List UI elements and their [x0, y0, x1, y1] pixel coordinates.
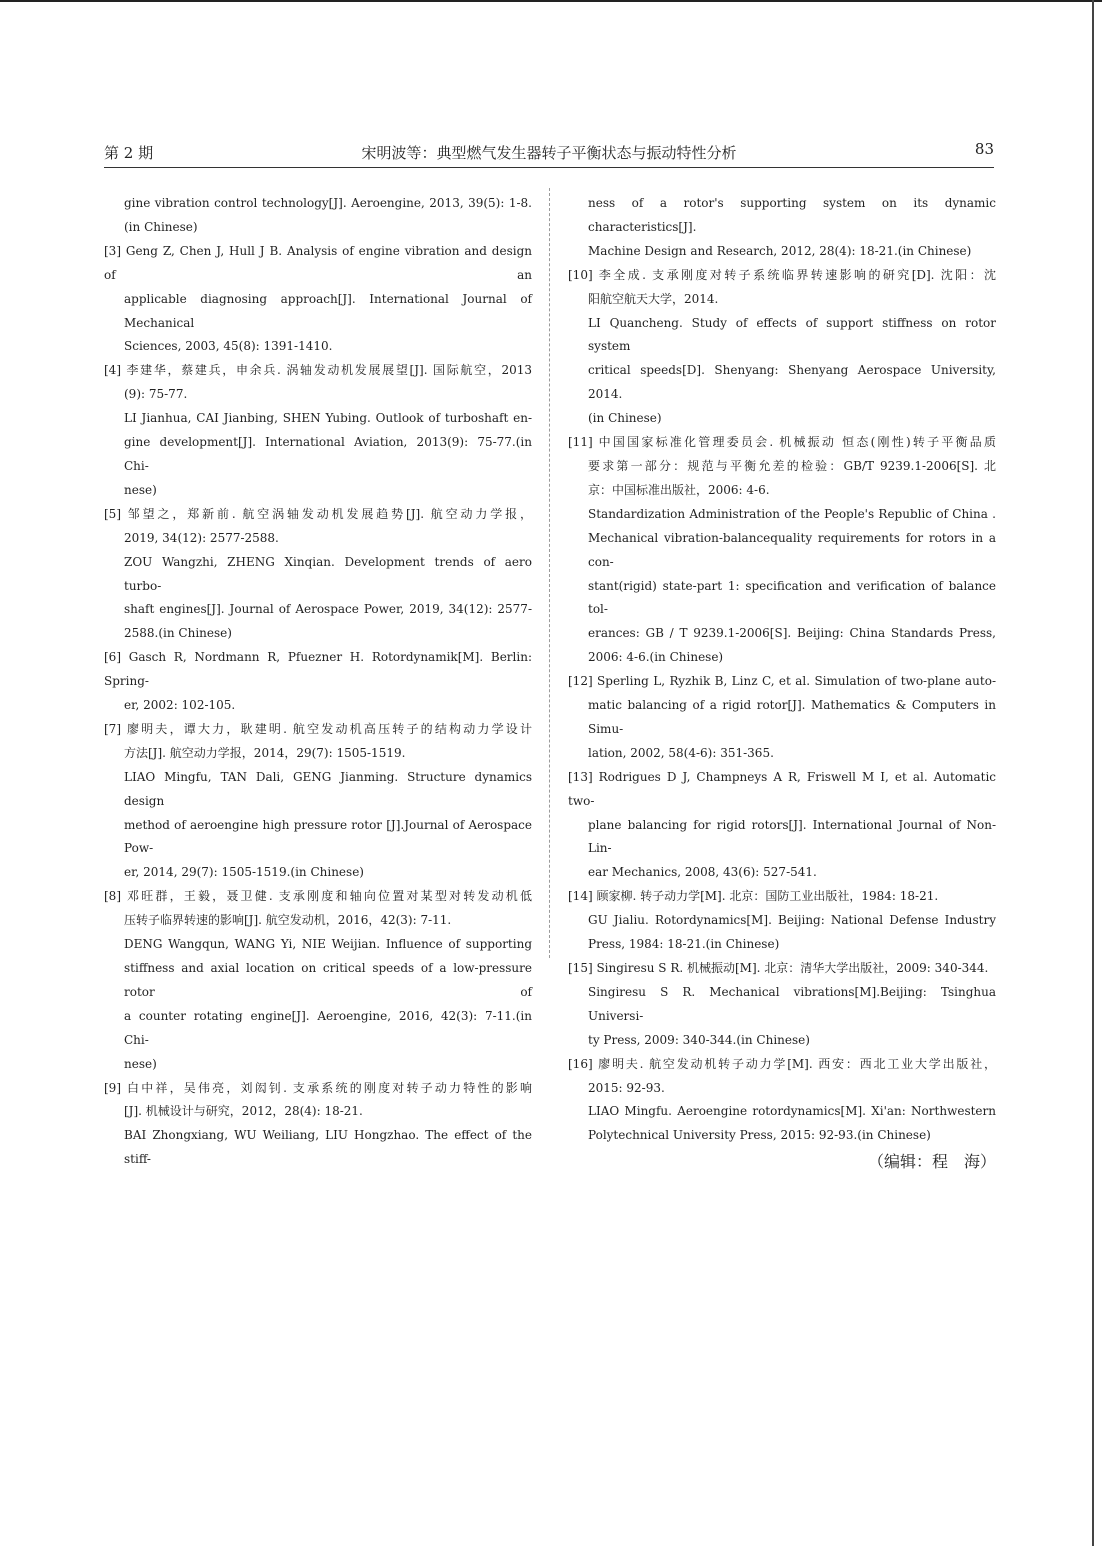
reference-line: 压转子临界转速的影响[J]. 航空发动机，2016，42(3): 7-11.	[124, 913, 452, 928]
reference-entry	[568, 192, 996, 264]
reference-line: [J]. 机械设计与研究，2012，28(4): 18-21.	[124, 1104, 363, 1119]
reference-entry	[568, 766, 996, 886]
reference-line: (9): 75-77.	[124, 387, 188, 402]
reference-line: Machine Design and Research, 2012, 28(4): 18-21.(in Chinese)	[588, 243, 972, 258]
reference-line: BAI Zhongxiang, WU Weiliang, LIU Hongzhao. The effect of the stiff-	[124, 1128, 532, 1167]
reference-line: shaft engines[J]. Journal of Aerospace Power, 2019, 34(12): 2577-	[124, 602, 532, 617]
reference-entry	[104, 718, 532, 885]
reference-line: [11] 中国国家标准化管理委员会. 机械振动 恒态(刚性)转子平衡品质	[568, 435, 996, 450]
reference-line: ness of a rotor's supporting system on its dynamic characteristics[J].	[588, 196, 996, 234]
reference-line: erances: GB / T 9239.1-2006[S]. Beijing: China Standards Press,	[588, 626, 996, 641]
reference-line: Singiresu S R. Mechanical vibrations[M].Beijing: Tsinghua Universi-	[588, 984, 996, 1023]
reference-line: Press, 1984: 18-21.(in Chinese)	[588, 937, 780, 952]
reference-entry	[568, 431, 996, 670]
reference-line: [13] Rodrigues D J, Champneys A R, Friswell M I, et al. Automatic two-	[568, 769, 996, 808]
reference-line: 方法[J]. 航空动力学报，2014，29(7): 1505-1519.	[124, 745, 406, 760]
column-divider	[549, 188, 550, 958]
reference-line: [8] 邓旺群，王毅，聂卫健. 支承刚度和轴向位置对某型对转发动机低	[104, 889, 532, 904]
reference-column-right	[568, 192, 996, 1174]
editor-note: （编辑：程 海）	[867, 1152, 996, 1172]
reference-line: ty Press, 2009: 340-344.(in Chinese)	[588, 1032, 810, 1047]
reference-entry	[104, 646, 532, 718]
reference-line: Standardization Administration of the People's Republic of China .	[588, 506, 996, 521]
reference-entry	[568, 957, 996, 1053]
reference-line: method of aeroengine high pressure rotor [J].Journal of Aerospace Pow-	[124, 817, 532, 856]
reference-line: (in Chinese)	[588, 411, 662, 426]
reference-entry	[104, 240, 532, 360]
reference-line: critical speeds[D]. Shenyang: Shenyang Aerospace University, 2014.	[588, 363, 996, 402]
reference-line: lation, 2002, 58(4-6): 351-365.	[588, 745, 774, 760]
reference-list-right	[568, 192, 996, 1148]
reference-line: er, 2014, 29(7): 1505-1519.(in Chinese)	[124, 865, 364, 880]
page-number: 83	[974, 140, 994, 158]
reference-entry	[104, 1077, 532, 1173]
reference-line: [6] Gasch R, Nordmann R, Pfuezner H. Rotordynamik[M]. Berlin: Spring-	[104, 650, 532, 689]
reference-line: [4] 李建华，蔡建兵，申余兵. 涡轴发动机发展展望[J]. 国际航空，2013	[104, 363, 532, 378]
header-rule	[104, 167, 994, 168]
reference-line: LIAO Mingfu. Aeroengine rotordynamics[M]. Xi'an: Northwestern	[588, 1104, 996, 1119]
reference-line: GU Jialiu. Rotordynamics[M]. Beijing: National Defense Industry	[588, 913, 996, 928]
reference-line: [7] 廖明夫，谭大力，耿建明. 航空发动机高压转子的结构动力学设计	[104, 721, 532, 736]
reference-line: er, 2002: 102-105.	[124, 698, 236, 713]
reference-line: [10] 李全成. 支承刚度对转子系统临界转速影响的研究[D]. 沈阳：沈	[568, 267, 996, 282]
reference-line: [12] Sperling L, Ryzhik B, Linz C, et al. Simulation of two-plane auto-	[568, 674, 996, 689]
reference-entry	[568, 885, 996, 957]
reference-line: 2019, 34(12): 2577-2588.	[124, 530, 279, 545]
reference-line: ear Mechanics, 2008, 43(6): 527-541.	[588, 865, 817, 880]
reference-line: ZOU Wangzhi, ZHENG Xinqian. Development trends of aero turbo-	[124, 554, 532, 593]
reference-line: [9] 白中祥，吴伟亮，刘闳钊. 支承系统的刚度对转子动力特性的影响	[104, 1080, 532, 1095]
article-title: 宋明波等：典型燃气发生器转子平衡状态与振动特性分析	[361, 144, 737, 162]
reference-line: 要求第一部分：规范与平衡允差的检验：GB/T 9239.1-2006[S]. 北	[588, 458, 996, 473]
reference-line: 2006: 4-6.(in Chinese)	[588, 650, 724, 665]
reference-line: [15] Singiresu S R. 机械振动[M]. 北京：清华大学出版社，2009: 340-344.	[568, 961, 989, 975]
reference-line: nese)	[124, 482, 157, 497]
reference-line: [3] Geng Z, Chen J, Hull J B. Analysis of engine vibration and design of an	[104, 243, 532, 282]
reference-line: 2015: 92-93.	[588, 1080, 665, 1095]
reference-line: gine vibration control technology[J]. Aeroengine, 2013, 39(5): 1-8.	[124, 196, 532, 210]
reference-line: plane balancing for rigid rotors[J]. International Journal of Non-Lin-	[588, 817, 996, 856]
reference-line: 阳航空航天大学，2014.	[588, 291, 719, 306]
reference-line: [16] 廖明夫. 航空发动机转子动力学[M]. 西安：西北工业大学出版社，	[568, 1056, 996, 1071]
reference-line: gine development[J]. International Aviation, 2013(9): 75-77.(in Chi-	[124, 435, 532, 473]
page-frame-right	[1092, 0, 1094, 1546]
reference-line: nese)	[124, 1056, 157, 1071]
reference-line: a counter rotating engine[J]. Aeroengine, 2016, 42(3): 7-11.(in Chi-	[124, 1008, 532, 1047]
reference-column-left	[104, 192, 532, 1172]
reference-line: [14] 顾家柳. 转子动力学[M]. 北京：国防工业出版社，1984: 18-21.	[568, 889, 939, 904]
reference-line: Mechanical vibration-balancequality requirements for rotors in a con-	[588, 530, 996, 569]
reference-line: Sciences, 2003, 45(8): 1391-1410.	[124, 339, 333, 354]
reference-line: [5] 邹望之，郑新前. 航空涡轴发动机发展趋势[J]. 航空动力学报，	[104, 506, 532, 521]
reference-entry	[104, 503, 532, 646]
reference-line: LI Quancheng. Study of effects of support stiffness on rotor system	[588, 315, 996, 354]
reference-line: (in Chinese)	[124, 219, 198, 234]
reference-line: 2588.(in Chinese)	[124, 626, 232, 641]
reference-line: applicable diagnosing approach[J]. International Journal of Mechanical	[124, 291, 532, 330]
reference-entry	[568, 264, 996, 431]
reference-line: 京：中国标准出版社，2006: 4-6.	[588, 482, 770, 497]
reference-line: stant(rigid) state-part 1: specification and verification of balance tol-	[588, 578, 996, 617]
page-frame-top	[0, 0, 1102, 2]
reference-line: DENG Wangqun, WANG Yi, NIE Weijian. Influence of supporting	[124, 937, 532, 952]
reference-entry	[104, 192, 532, 240]
reference-line: Polytechnical University Press, 2015: 92-93.(in Chinese)	[588, 1128, 931, 1143]
reference-line: LI Jianhua, CAI Jianbing, SHEN Yubing. Outlook of turboshaft en-	[124, 411, 532, 426]
reference-line: LIAO Mingfu, TAN Dali, GENG Jianming. Structure dynamics design	[124, 769, 532, 808]
running-header	[104, 140, 994, 164]
reference-entry	[104, 359, 532, 502]
reference-line: matic balancing of a rigid rotor[J]. Mathematics & Computers in Simu-	[588, 698, 996, 736]
reference-entry	[568, 670, 996, 766]
reference-line: stiffness and axial location on critical speeds of a low-pressure rotor of	[124, 961, 532, 999]
reference-entry	[104, 885, 532, 1076]
reference-entry	[568, 1053, 996, 1149]
issue-label: 第 2 期	[104, 144, 154, 162]
